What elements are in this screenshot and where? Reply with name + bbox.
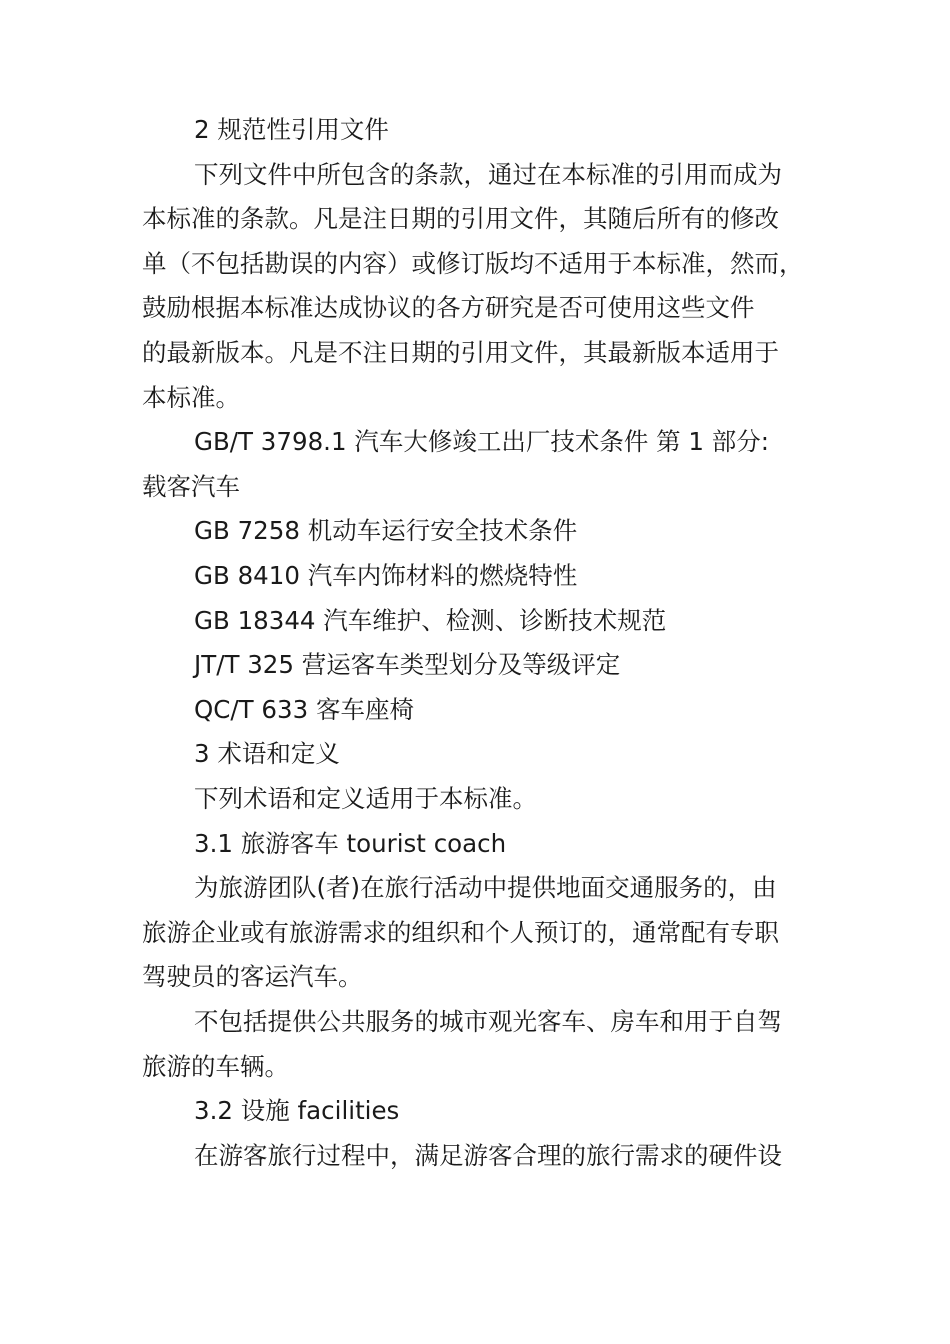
reference-gbt-3798: GB/T 3798.1 汽车大修竣工出厂技术条件 第 1 部分: (194, 427, 770, 456)
section-2-heading: 2 规范性引用文件 (194, 115, 389, 144)
term-3-1-note-line: 不包括提供公共服务的城市观光客车、房车和用于自驾 (194, 1007, 782, 1036)
reference-gbt-3798-cont: 载客汽车 (142, 472, 240, 501)
reference-gb-8410: GB 8410 汽车内饰材料的燃烧特性 (194, 561, 578, 590)
reference-gb-7258: GB 7258 机动车运行安全技术条件 (194, 516, 578, 545)
section-3-intro: 下列术语和定义适用于本标准。 (194, 784, 537, 813)
reference-jtt-325: JT/T 325 营运客车类型划分及等级评定 (194, 650, 621, 679)
section-2-para-line: 鼓励根据本标准达成协议的各方研究是否可使用这些文件 (142, 293, 755, 322)
reference-qct-633: QC/T 633 客车座椅 (194, 695, 414, 724)
term-3-1-heading: 3.1 旅游客车 tourist coach (194, 829, 507, 858)
term-3-1-para-line: 旅游企业或有旅游需求的组织和个人预订的，通常配有专职 (142, 918, 779, 947)
term-3-1-note-line: 旅游的车辆。 (142, 1052, 289, 1081)
section-2-para-line: 单（不包括勘误的内容）或修订版均不适用于本标准，然而， (142, 249, 804, 278)
section-2-para-line: 的最新版本。凡是不注日期的引用文件，其最新版本适用于 (142, 338, 779, 367)
term-3-2-heading: 3.2 设施 facilities (194, 1096, 400, 1125)
section-2-para-line: 本标准。 (142, 383, 240, 412)
term-3-1-para-line: 驾驶员的客运汽车。 (142, 962, 363, 991)
section-3-heading: 3 术语和定义 (194, 739, 340, 768)
term-3-2-para-line: 在游客旅行过程中，满足游客合理的旅行需求的硬件设 (194, 1141, 782, 1170)
section-2-para-line: 本标准的条款。凡是注日期的引用文件，其随后所有的修改 (142, 204, 779, 233)
section-2-para-line: 下列文件中所包含的条款，通过在本标准的引用而成为 (194, 160, 782, 189)
reference-gb-18344: GB 18344 汽车维护、检测、诊断技术规范 (194, 606, 667, 635)
term-3-1-para-line: 为旅游团队(者)在旅行活动中提供地面交通服务的，由 (194, 873, 777, 902)
